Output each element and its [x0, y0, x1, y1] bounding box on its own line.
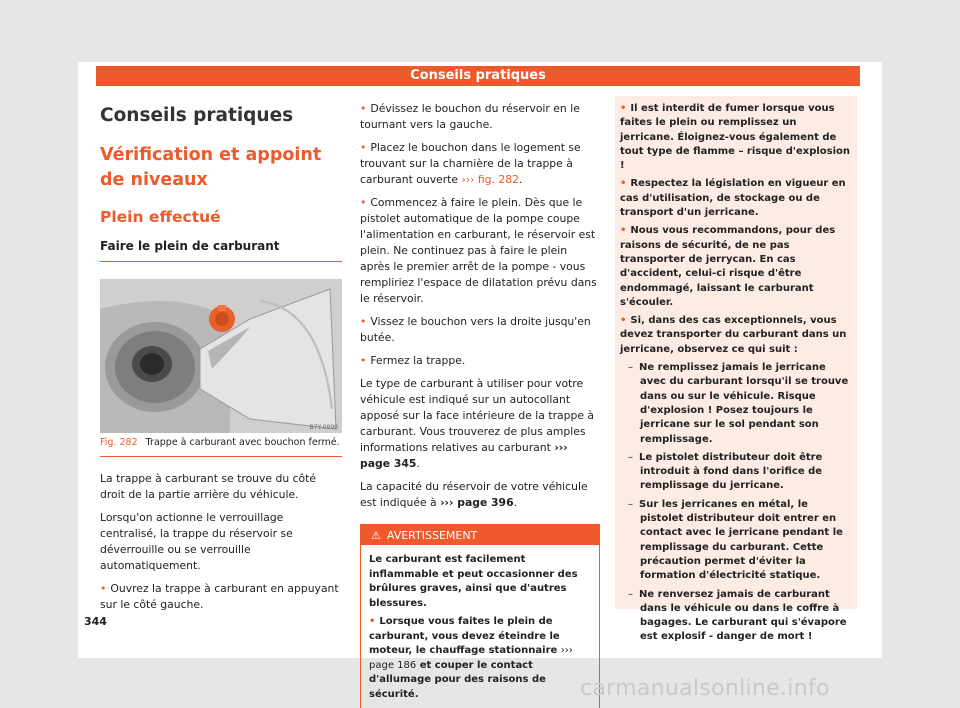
- bullet-item: • Ouvrez la trappe à carburant en appuyant sur le côté gauche.: [100, 581, 342, 613]
- warning-text: Le carburant est facilement inflammable et peut occasionner des brûlures graves, ainsi que d'autres blessures.: [369, 554, 578, 609]
- warning-bullet: [369, 615, 591, 702]
- subsection-title: Plein effectué: [100, 208, 221, 226]
- watermark: carmanualsonline.info: [580, 676, 830, 701]
- dash-item: – Ne renversez jamais de carburant dans le véhicule ou dans le coffre à bagages. Le carburant qui s'évapore est explosif - danger de mort !: [620, 588, 852, 645]
- figure-caption: [100, 437, 342, 457]
- bullet-item: • Commencez à faire le plein. Dès que le pistolet automatique de la pompe coupe l'alimentation en carburant, le réservoir est plein. Ne continuez pas à faire le plein après le premier arrêt de la pompe - vous rempliriez l'espace de dilatation prévu dans le réservoir.: [360, 195, 600, 307]
- bullet-item: • Vissez le bouchon vers la droite jusqu'en butée.: [360, 314, 600, 346]
- warning-bullet: • Si, dans des cas exceptionnels, vous devez transporter du carburant dans un jerricane, observez ce qui suit :: [620, 314, 852, 357]
- figure-link[interactable]: ››› fig. 282: [461, 173, 520, 186]
- paragraph-text: La capacité du réservoir de votre véhicule est indiquée à: [360, 480, 588, 509]
- section-title: Vérification et appoint de niveaux: [100, 145, 322, 190]
- page-link[interactable]: ››› page 345: [360, 441, 568, 470]
- paragraph: La trappe à carburant se trouve du côté droit de la partie arrière du véhicule.: [100, 472, 317, 501]
- warning-bullet: • Nous vous recommandons, pour des raisons de sécurité, de ne pas transporter de jerrycan. En cas d'accident, celui-ci risque d'être endommagé, laissant le carburant s'écouler.: [620, 224, 852, 310]
- dash-item: – Le pistolet distributeur doit être introduit à fond dans l'orifice de remplissage du jerricane.: [620, 451, 852, 494]
- figure-code: B7Y-0990: [309, 424, 338, 431]
- left-column: [100, 98, 342, 613]
- dash-item: – Sur les jerricanes en métal, le pistolet distributeur doit entrer en contact avec le jerricane pendant le remplissage du carburant. Cette précaution permet d'éviter la formation d'électricité statique.: [620, 498, 852, 584]
- bullet-item: • Fermez la trappe.: [360, 353, 600, 369]
- page-link[interactable]: ››› page 396: [440, 496, 514, 509]
- warning-continuation-box: [615, 96, 857, 643]
- bullet-item: • Placez le bouchon dans le logement se trouvant sur la charnière de la trappe à carburant ouverte ››› fig. 282.: [360, 140, 600, 188]
- warning-header: [361, 525, 599, 545]
- warning-bullet: • Respectez la législation en vigueur en cas d'utilisation, de stockage ou de transport d'un jerricane.: [620, 177, 852, 220]
- topic-title: Faire le plein de carburant: [100, 239, 342, 262]
- dash-item: – Ne remplissez jamais le jerricane avec du carburant lorsqu'il se trouve dans ou sur le véhicule. Risque d'explosion ! Posez toujours le jerricane sur le sol pendant son remplissage.: [620, 361, 852, 447]
- warning-box: [360, 524, 600, 708]
- warning-title: AVERTISSEMENT: [386, 528, 478, 542]
- paragraph: Le type de carburant à utiliser pour votre véhicule est indiqué sur un autocollant apposé sur la face intérieure de la trappe à carburant. Vous trouverez de plus amples informations relatives au carburant ››› page 345.: [360, 377, 595, 470]
- right-column: [615, 96, 857, 643]
- paragraph-text: Le type de carburant à utiliser pour votre véhicule est indiqué sur un autocollant apposé sur la face intérieure de la trappe à carburant. Vous trouverez de plus amples informations relatives au carburant: [360, 377, 595, 454]
- section-header: Conseils pratiques: [96, 66, 860, 86]
- figure-caption-text: Trappe à carburant avec bouchon fermé.: [145, 437, 340, 448]
- fuel-flap-figure: [100, 279, 342, 433]
- warning-bullet: • Il est interdit de fumer lorsque vous faites le plein ou remplissez un jerricane. Éloignez-vous également de tout type de flamme – risque d'explosion !: [620, 102, 852, 173]
- bullet-text: Placez le bouchon dans le logement se trouvant sur la charnière de la trappe à carburant ouverte: [360, 141, 581, 186]
- warning-bullet-text: Lorsque vous faites le plein de carburant, vous devez éteindre le moteur, le chauffage stationnaire: [369, 616, 560, 656]
- page-link[interactable]: ››› page 186: [369, 645, 573, 671]
- paragraph: Lorsqu'on actionne le verrouillage centralisé, la trappe du réservoir se déverrouille ou se verrouille automatiquement.: [100, 511, 293, 572]
- middle-column: [360, 98, 600, 708]
- chapter-title: Conseils pratiques: [100, 105, 294, 126]
- page-number: 344: [84, 615, 107, 628]
- paragraph: La capacité du réservoir de votre véhicule est indiquée à ››› page 396.: [360, 480, 588, 509]
- bullet-item: • Dévissez le bouchon du réservoir en le tournant vers la gauche.: [360, 101, 600, 133]
- warning-body: [361, 545, 599, 708]
- warning-triangle-icon: ⚠: [371, 528, 381, 542]
- warning-bullet-text: et couper le contact d'allumage pour des raisons de sécurité.: [369, 659, 546, 700]
- fuel-flap-illustration: [100, 279, 342, 433]
- figure-number: Fig. 282: [100, 437, 138, 448]
